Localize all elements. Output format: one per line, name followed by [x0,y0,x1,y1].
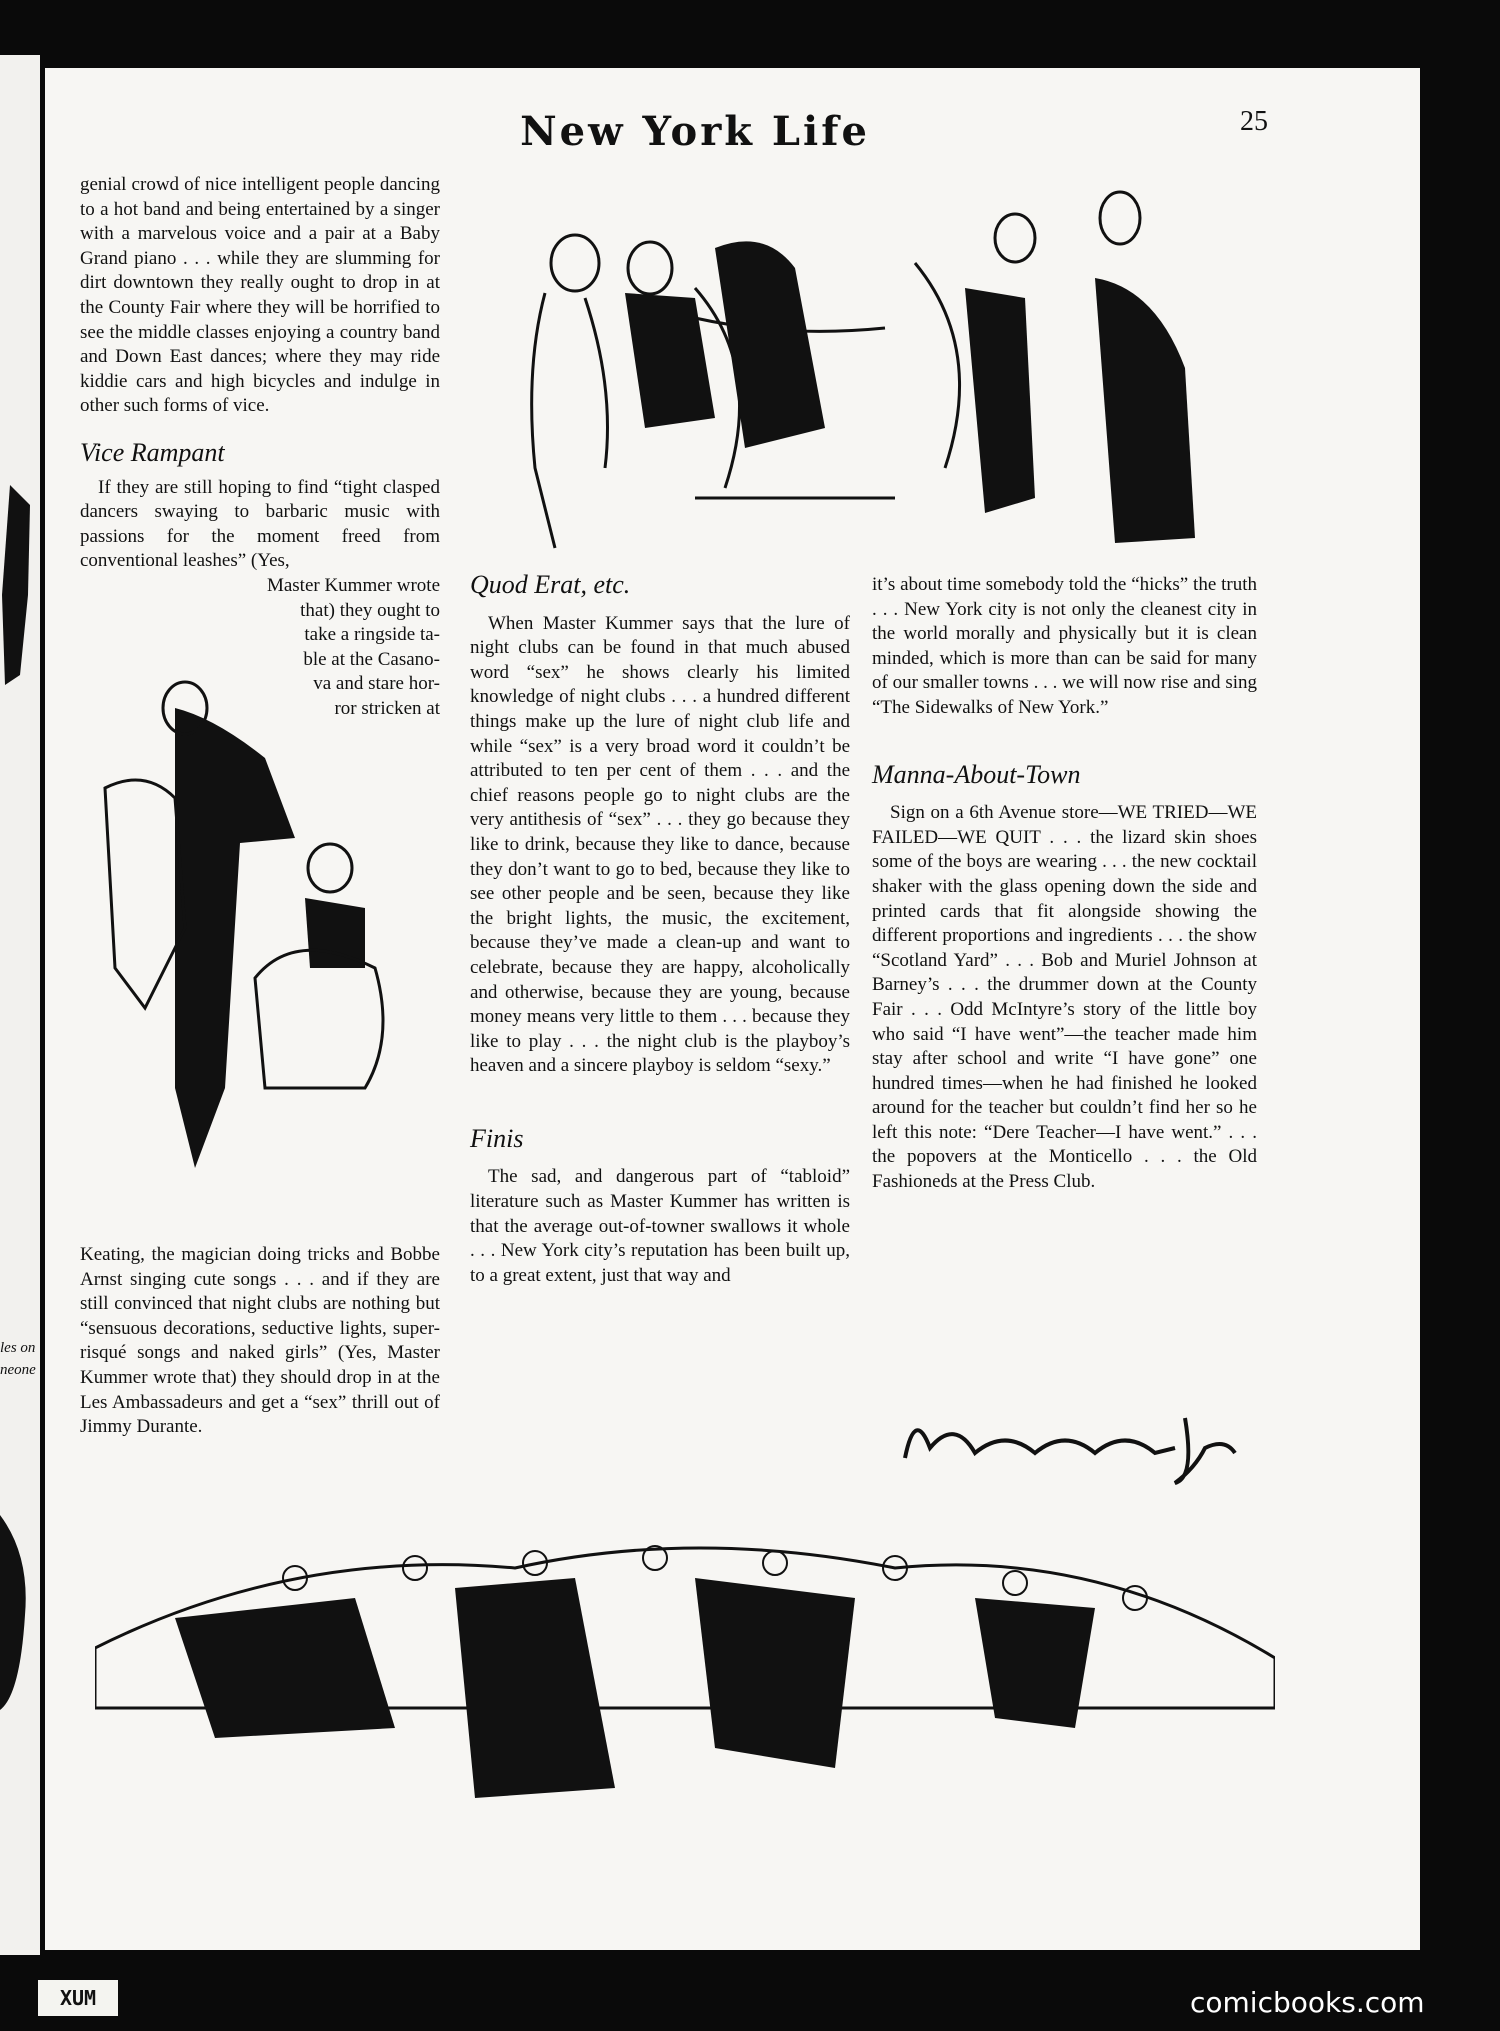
dancing-couple-illustration [65,668,485,1228]
page-number: 25 [1240,106,1268,137]
column-3 [872,573,1257,1195]
vice-paragraph-1: If they are still hoping to find “tight clasped dancers swaying to barbaric music with passions for the moment freed from conventional leashes” (Yes, [80,476,440,572]
manna-paragraph: Sign on a 6th Avenue store—WE TRIED—WE FAILED—WE QUIT . . . the lizard skin shoes some of the boys are wearing . . . the new cocktail shaker with the glass opening down the side and printed cards that fit alongside showing the different proportions and ingredients . . . the show “Scotland Yard” . . . Bob and Muriel Johnson at Barney’s . . . the drummer down at the County Fair . . . Odd McIntyre’s story of the little boy who said “I have went”—the teacher made him stay after school and write “I have gone” one hundred times—when he had finished he looked around for the teacher but couldn’t find her so he left this note: “Dere Teacher—I have went.” . . . the popovers at the Monticello . . . the Old Fashioneds at the Press Club. [872,802,1257,1193]
crowd-illustration [95,1508,1275,1808]
vice-narrow-line: take a ringside ta- [304,624,440,646]
signature-logo [895,1398,1255,1488]
heading-manna: Manna-About-Town [872,759,1081,789]
continued-paragraph: it’s about time somebody told the “hicks” the truth . . . New York city is not only the cleanest city in the world morally and physically but it is clean minded, which is more than can be said for many of our smaller towns . . . we will now rise and sing “The Sidewalks of New York.” [872,574,1257,718]
vice-paragraph-2: Keating, the magician doing tricks and Bobbe Arnst singing cute songs . . . and if they are still convinced that night clubs are nothing but “sensuous decorations, seductive lights, super-risqué songs and naked girls” (Yes, Master Kummer wrote that) they should drop in at the Les Ambassadeurs and get a “sex” thrill out of Jimmy Durante. [80,1244,440,1438]
left-figure-illustration-2 [0,1495,40,1715]
vice-narrow-line: that) they ought to [300,599,440,621]
heading-quod-erat: Quod Erat, etc. [470,570,631,599]
vice-narrow-line: Master Kummer wrote [266,574,440,596]
magazine-page [45,68,1420,1950]
left-figure-illustration [0,475,40,695]
left-fragment-2: neone [0,1362,36,1378]
vice-narrow-line: ble at the Casano- [303,648,440,670]
heading-vice-rampant: Vice Rampant [80,437,225,467]
left-page-edge [0,55,40,1955]
intro-paragraph: genial crowd of nice intelligent people dancing to a hot band and being entertained by a singer with a marvelous voice and a pair at a Baby Grand piano . . . while they are slumming for dirt downtown they really ought to drop in at the County Fair where they will be horrified to see the middle classes enjoying a country band and Down East dances; where they may ride kiddie cars and high bicycles and indulge in other such forms of vice. [80,174,440,417]
footer-tag: XUM [38,1980,118,2016]
heading-finis: Finis [470,1123,524,1153]
column-1 [80,173,440,721]
masthead-title: New York Life [520,108,870,155]
column-1-continued [80,1243,440,1440]
finis-paragraph: The sad, and dangerous part of “tabloid” literature such as Master Kummer has written is that the average out-of-towner swallows it whole . . . New York city’s reputation has been built up, to a great extent, just that way and [470,1166,850,1286]
nightclub-table-illustration [465,168,1255,563]
quod-paragraph: When Master Kummer says that the lure of night clubs can be found in that much abused word “sex” he shows clearly his limited knowledge of night clubs . . . a hundred different things make up the lure of night club life and while “sex” is a very broad word it couldn’t be attributed to ten per cent of them . . . and the chief reasons people go to night clubs are the very antithesis of “sex” . . . they go because they like to drink, because they like to dance, because they don’t want to go to bed, because they like to see other people and be seen, because they like the bright lights, the music, the excitement, because they’ve made a clean-up and want to celebrate, because they are happy, alcoholically and otherwise, because they are young, because money means very little to them . . . because they like to play . . . the night club is the playboy’s heaven and a sincere playboy is seldom “sexy.” [470,612,850,1077]
vice-narrow-line: va and stare hor- [313,673,440,695]
left-fragment-1: les on [0,1340,36,1356]
site-watermark: comicbooks.com [1190,1986,1425,2019]
column-2 [470,570,850,1288]
vice-narrow-line: ror stricken at [334,697,440,719]
